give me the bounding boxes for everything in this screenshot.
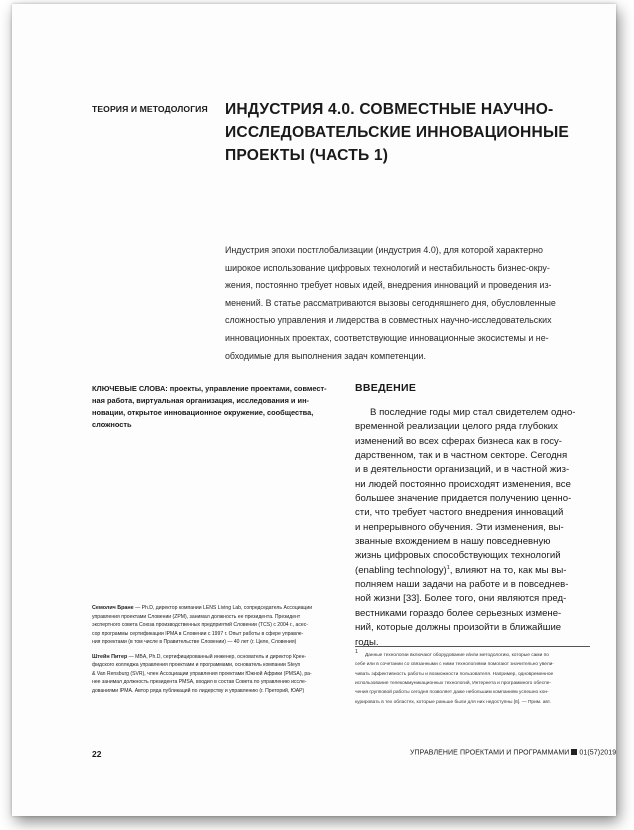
author-line <box>92 653 337 662</box>
intro-line: временной реализации целого ряда глубоких <box>355 421 558 433</box>
author-notes <box>92 604 337 695</box>
footnote-line: себе или в сочетании со связанными с ними технологиями помогают значительно увели- <box>355 662 554 668</box>
intro-line: и в деятельности организаций, и в частной жиз- <box>355 464 570 476</box>
keywords-line: ная работа, виртуальная организация, исследования и ин- <box>92 396 309 405</box>
abstract-line: сложностью управления и лидерства в совместных научно-исследовательских <box>225 315 552 326</box>
author-line: сор программы сертификации IPMA в Словении с 1997 г. Опыт работы в сфере управле- <box>92 630 304 637</box>
intro-body <box>355 406 605 650</box>
title-line: ПРОЕКТЫ (ЧАСТЬ 1) <box>225 147 389 164</box>
section-label: ТЕОРИЯ И МЕТОДОЛОГИЯ <box>92 104 208 114</box>
page-number: 22 <box>92 749 102 759</box>
abstract-line: обходимые для выполнения задач компетенции. <box>225 350 426 361</box>
title-line: ИССЛЕДОВАТЕЛЬСКИЕ ИННОВАЦИОННЫЕ <box>225 124 570 141</box>
author-line: фидского колледжа управления проектами и программами, основатель компании Steyn <box>92 662 301 669</box>
author-text: — Ph.D, директор компании LENS Living Lab, сопредседатель Ассоциации <box>133 605 313 611</box>
intro-line: и непрерывного обучения. Эти изменения, вы- <box>355 521 564 533</box>
author-line: экспертного совета Союза производственных предприятий Словении (TCS) с 2004 г., асес- <box>92 622 308 629</box>
keywords-line: сложность <box>92 420 132 429</box>
intro-line: изменений во всех сферах бизнеса как в госу- <box>355 435 562 447</box>
intro-line: большее значение придается получению ценно- <box>355 493 572 505</box>
abstract-line: инновационных проектах, соответствующие инновационные экосистемы и не- <box>225 332 549 343</box>
author-line: ния проектами (в том числе в Правительстве Словении) — 40 лет (г. Целе, Словения) <box>92 639 297 646</box>
footnote-ref[interactable]: 1 <box>446 564 450 571</box>
keywords-line: КЛЮЧЕВЫЕ СЛОВА: проекты, управление проектами, совмест- <box>92 384 327 393</box>
intro-line: ной жизни [33]. Более того, они являются пред- <box>355 593 567 605</box>
footnote-text: Данные технологии включают оборудование и/или методологию, которые сами по <box>365 653 549 658</box>
intro-line: годы. <box>355 636 379 648</box>
abstract <box>225 242 597 365</box>
intro-line-text: , влияют на то, как мы вы- <box>449 564 567 576</box>
author-name: Штейн Питер <box>92 653 128 660</box>
author-text: — MBA, Ph.D, сертифицированный инженер, основатель и директор Крен- <box>127 653 307 660</box>
keywords <box>92 383 337 431</box>
author-line: управления проектами Словении (ZPM), занимал должность ее президента. Президент <box>92 613 301 620</box>
footnote-line: $^1$Данные технологии включают оборудование и/или методологию, которые сами по <box>355 649 549 658</box>
keywords-line: новации, открытое инновационное окружение, сообщества, <box>92 408 314 417</box>
abstract-line: жения, постоянно требует новых идей, внедрения инноваций и проведения из- <box>225 280 552 291</box>
intro-line: жизнь цифровых способствующих технологий <box>355 550 561 562</box>
footnote-line: чивать эффективность работы и возможности пользователя. Например, одновременное <box>355 671 554 677</box>
intro-line: вестниками гораздо более серьезных измене- <box>355 607 562 619</box>
footnote-divider <box>355 646 590 647</box>
intro-line: ний, которые должны произойти в ближайшие <box>355 622 562 634</box>
intro-line: ни людей постоянно происходят изменения, все <box>355 478 571 490</box>
intro-heading: ВВЕДЕНИЕ <box>355 382 417 394</box>
author-name: Семолич Бране <box>92 605 134 611</box>
footnote-line: чения групповой работы сегодня позволяет даже небольшим компаниям успешно кон- <box>355 690 549 696</box>
running-footer <box>410 749 616 757</box>
square-bullet-icon <box>571 749 577 755</box>
abstract-line: Индустрия эпохи постглобализации (индустрия 4.0), для которой характерно <box>225 245 543 255</box>
intro-line: В последние годы мир стал свидетелем одно- <box>370 407 576 418</box>
issue-number: 01(57)2019 <box>579 749 617 757</box>
intro-line: сти, что требует частого внедрения инноваций <box>355 507 564 519</box>
article-title <box>225 98 615 167</box>
author-line: нее занимал должность президента PMSA, входил в состав Совета по управлению иссле- <box>92 679 307 686</box>
author-line <box>92 604 337 613</box>
abstract-line: широкое использование цифровых технологий и нестабильность бизнес-окру- <box>225 262 550 273</box>
abstract-line: менений. В статье рассматриваются вызовы сегодняшнего дня, обусловленные <box>225 297 556 308</box>
footnote <box>355 651 605 707</box>
footnote-line: курировать в тех областях, которые раньше были для них недоступны [6]. — Прим. авт. <box>355 699 551 705</box>
journal-name: УПРАВЛЕНИЕ ПРОЕКТАМИ И ПРОГРАММАМИ <box>410 749 570 757</box>
intro-line: полняем наши задачи на работе и в повседнев- <box>355 579 569 591</box>
intro-line: званные вхождением в нашу повседневную <box>355 536 551 548</box>
author-line: дованиями IPMA. Автор ряда публикаций по лидерству и управлению (г. Преторий, ЮАР) <box>92 687 305 694</box>
title-line: ИНДУСТРИЯ 4.0. СОВМЕСТНЫЕ НАУЧНО- <box>225 101 554 118</box>
footnote-line: использование телекоммуникационных технологий, Интернета и программного обеспе- <box>355 681 551 687</box>
intro-line <box>355 564 605 578</box>
intro-line: дарственном, так и в частном секторе. Сегодня <box>355 450 568 462</box>
author-line: & Van Rensburg (SVR), член Ассоциации управления проектами Южной Африки (PMSA), ра- <box>92 670 312 677</box>
intro-line-text: (enabling technology) <box>355 564 447 576</box>
journal-page <box>12 4 616 816</box>
